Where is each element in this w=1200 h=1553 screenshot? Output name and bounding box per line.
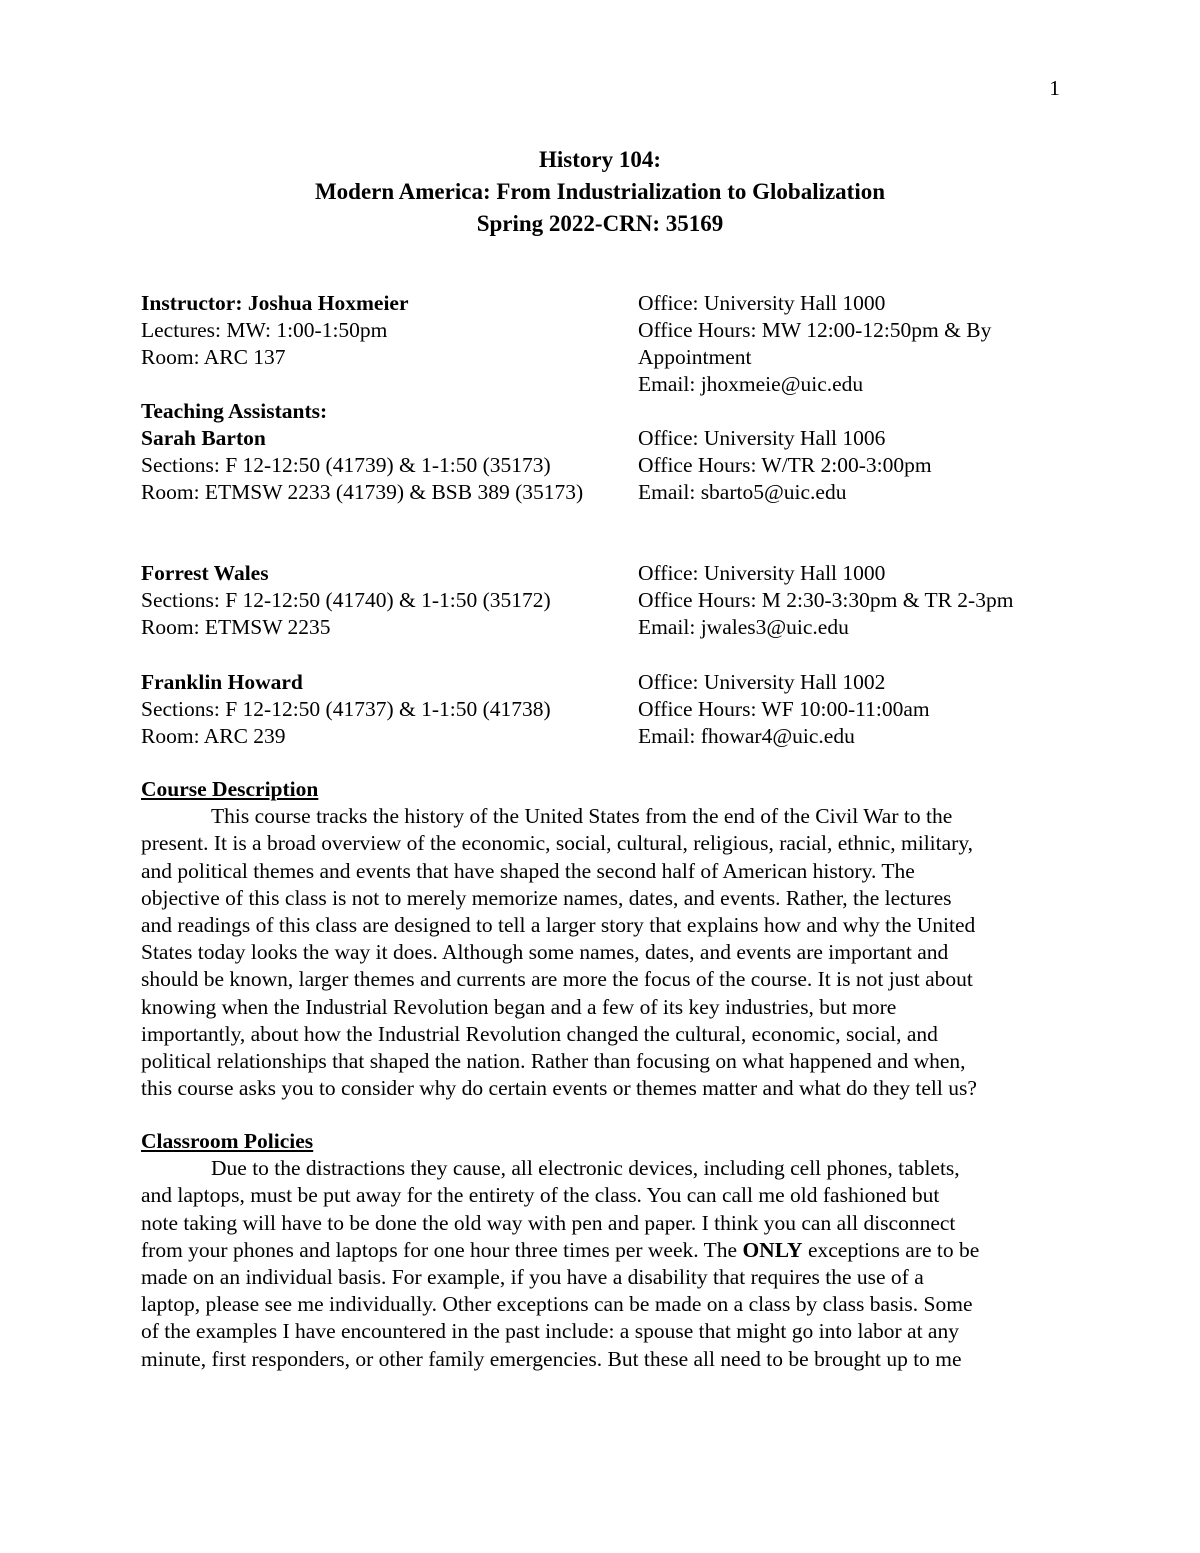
ta-sections: Sections: F 12-12:50 (41739) & 1-1:50 (35173) <box>141 453 551 477</box>
instructor-lectures: Lectures: MW: 1:00-1:50pm <box>141 318 388 342</box>
policy-line: laptop, please see me individually. Other exceptions can be made on a class by class basis. Some <box>141 1292 973 1317</box>
description-line: and readings of this class are designed to tell a larger story that explains how and why the United <box>141 913 976 938</box>
ta-right-column <box>638 398 1058 506</box>
course-description-heading: Course Description <box>141 777 319 801</box>
classroom-policies-body <box>141 1155 1061 1373</box>
ta-office-hours: Office Hours: WF 10:00-11:00am <box>638 697 930 721</box>
ta-room: Room: ETMSW 2235 <box>141 615 331 639</box>
instructor-name: Instructor: Joshua Hoxmeier <box>141 291 409 315</box>
ta-name: Forrest Wales <box>141 561 269 585</box>
policy-line: minute, first responders, or other family emergencies. But these all need to be brought up to me <box>141 1346 962 1371</box>
instructor-left-column <box>141 290 631 371</box>
policy-line: made on an individual basis. For example, if you have a disability that requires the use of a <box>141 1265 924 1290</box>
course-description-body <box>141 803 1061 1102</box>
ta-office: Office: University Hall 1002 <box>638 670 886 694</box>
course-term-crn: Spring 2022-CRN: 35169 <box>476 211 724 236</box>
ta-left-column <box>141 669 631 750</box>
policy-line: and laptops, must be put away for the entirety of the class. You can call me old fashioned but <box>141 1183 940 1208</box>
ta-sections: Sections: F 12-12:50 (41737) & 1-1:50 (41738) <box>141 697 551 721</box>
instructor-office-hours: Office Hours: MW 12:00-12:50pm & By Appointment <box>638 318 992 369</box>
ta-right-column <box>638 669 1058 750</box>
instructor-email[interactable]: Email: jhoxmeie@uic.edu <box>638 372 864 396</box>
instructor-block <box>141 290 1081 398</box>
emphasis-only: ONLY <box>742 1237 803 1262</box>
instructor-right-column <box>638 290 1058 398</box>
ta-name: Franklin Howard <box>141 670 303 694</box>
course-staff <box>141 290 1081 777</box>
description-line: political relationships that shaped the nation. Rather than focusing on what happened and when, <box>141 1049 966 1074</box>
ta-email[interactable]: Email: jwales3@uic.edu <box>638 615 849 639</box>
ta-room: Room: ARC 239 <box>141 724 286 748</box>
course-number: History 104: <box>538 147 661 172</box>
classroom-policies-heading: Classroom Policies <box>141 1129 314 1153</box>
policy-line: of the examples I have encountered in the past include: a spouse that might go into labor at any <box>141 1319 959 1344</box>
ta-right-column <box>638 560 1058 641</box>
course-description-section <box>141 776 1061 1102</box>
description-line: importantly, about how the Industrial Revolution changed the cultural, economic, social, and <box>141 1021 938 1046</box>
ta-email[interactable]: Email: fhowar4@uic.edu <box>638 724 855 748</box>
ta-block-sarah-barton <box>141 398 1081 506</box>
policy-line: Due to the distractions they cause, all electronic devices, including cell phones, tablets, <box>211 1156 960 1181</box>
ta-block-forrest-wales <box>141 560 1081 641</box>
description-line: present. It is a broad overview of the economic, social, cultural, religious, racial, ethnic, military, <box>141 831 974 856</box>
policy-text: from your phones and laptops for one hour three times per week. The <box>141 1237 743 1262</box>
ta-block-franklin-howard <box>141 669 1081 750</box>
ta-sections: Sections: F 12-12:50 (41740) & 1-1:50 (35172) <box>141 588 551 612</box>
ta-office-hours: Office Hours: M 2:30-3:30pm & TR 2-3pm <box>638 588 1014 612</box>
ta-room: Room: ETMSW 2233 (41739) & BSB 389 (35173) <box>141 480 584 504</box>
ta-left-column <box>141 560 631 641</box>
ta-office: Office: University Hall 1006 <box>638 426 886 450</box>
description-line: This course tracks the history of the United States from the end of the Civil War to the <box>211 804 953 829</box>
ta-left-column <box>141 398 631 506</box>
ta-name: Sarah Barton <box>141 426 266 450</box>
policy-text: exceptions are to be <box>802 1237 980 1262</box>
description-line: objective of this class is not to merely memorize names, dates, and events. Rather, the lectures <box>141 885 952 910</box>
instructor-room: Room: ARC 137 <box>141 345 286 369</box>
classroom-policies-section <box>141 1128 1061 1373</box>
description-line: should be known, larger themes and currents are more the focus of the course. It is not just about <box>141 967 973 992</box>
course-title-block <box>0 144 1200 240</box>
policy-line <box>141 1237 1061 1264</box>
description-line: States today looks the way it does. Although some names, dates, and events are important and <box>141 940 949 965</box>
description-line: this course asks you to consider why do certain events or themes matter and what do they tell us? <box>141 1076 977 1101</box>
instructor-office: Office: University Hall 1000 <box>638 291 886 315</box>
description-line: and political themes and events that have shaped the second half of American history. The <box>141 858 915 883</box>
ta-heading: Teaching Assistants: <box>141 399 328 423</box>
page-number: 1 <box>1049 76 1060 100</box>
ta-email[interactable]: Email: sbarto5@uic.edu <box>638 480 847 504</box>
course-title: Modern America: From Industrialization to Globalization <box>314 179 886 204</box>
description-line: knowing when the Industrial Revolution began and a few of its key industries, but more <box>141 994 897 1019</box>
ta-office: Office: University Hall 1000 <box>638 561 886 585</box>
policy-line: note taking will have to be done the old way with pen and paper. I think you can all disconnect <box>141 1210 956 1235</box>
ta-office-hours: Office Hours: W/TR 2:00-3:00pm <box>638 453 932 477</box>
